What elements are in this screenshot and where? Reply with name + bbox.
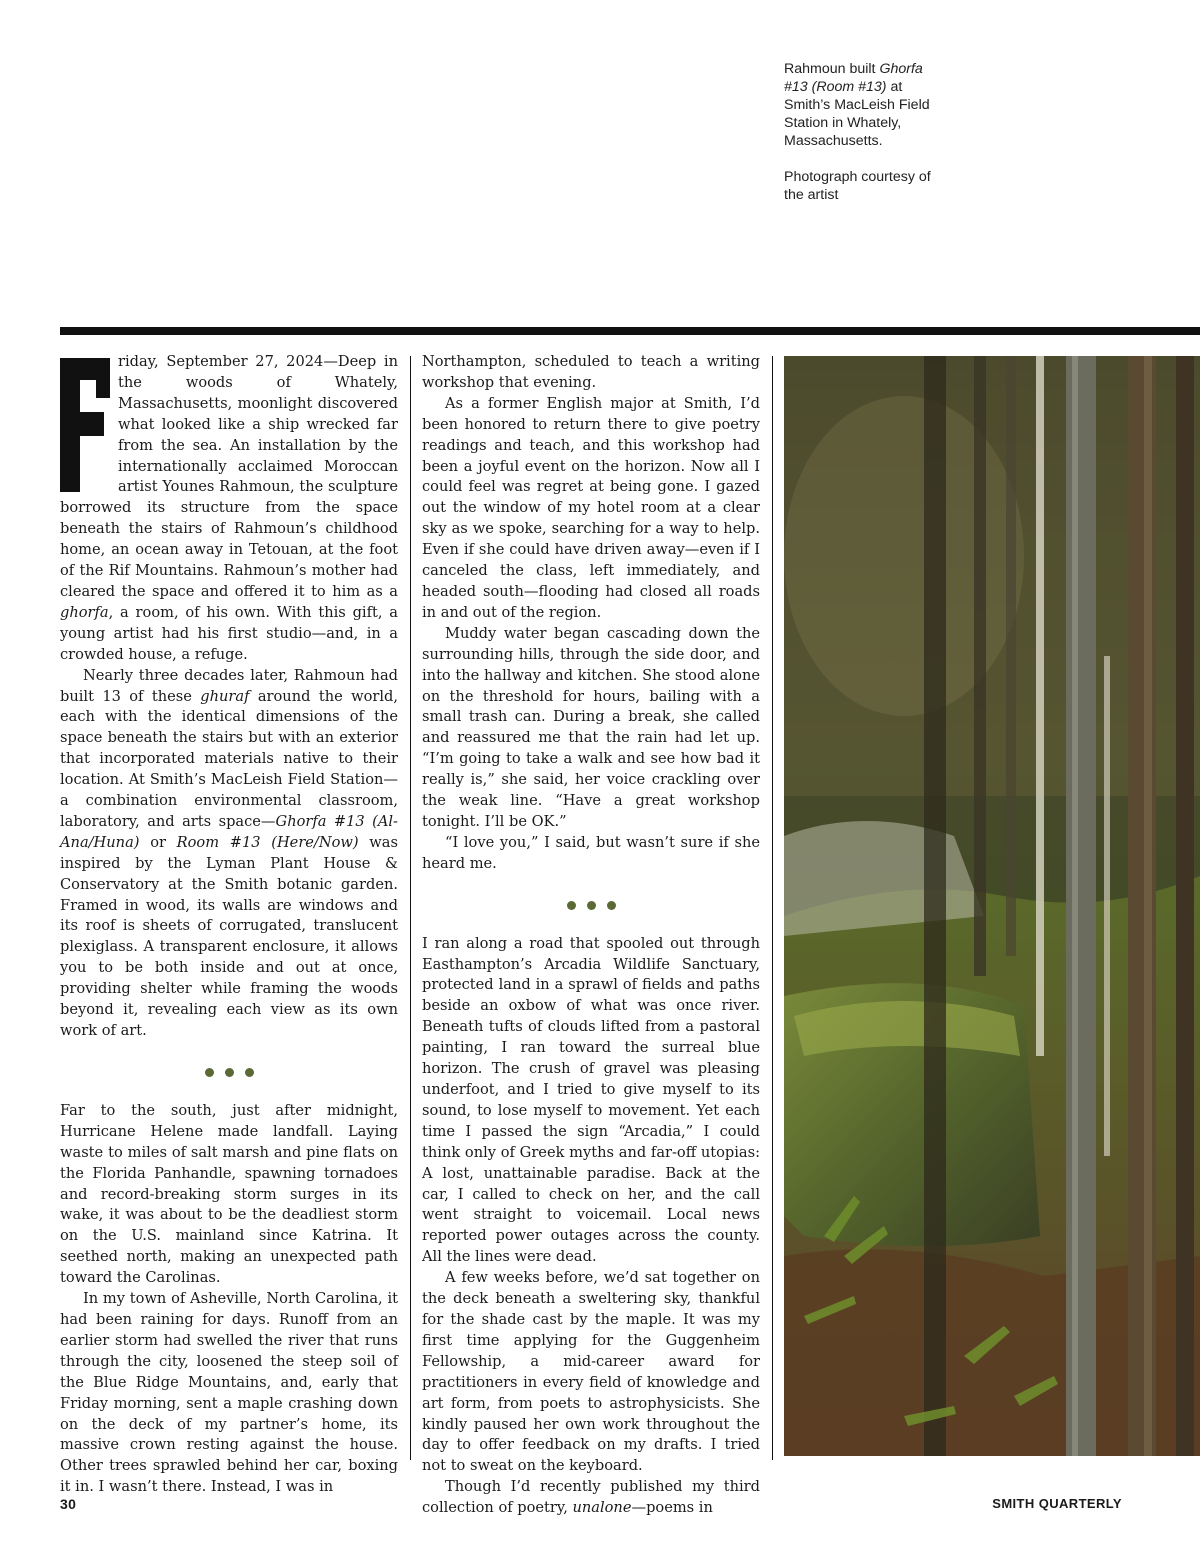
publication-name: SMITH QUARTERLY (992, 1496, 1122, 1511)
section-break-ornament (60, 1068, 398, 1077)
paragraph: A few weeks before, we’d sat together on the deck beneath a sweltering sky, thankful for the shade cast by the maple. It was my first time applying for the Guggenheim Fellowship, a mid-career award for practitioners in every field of knowledge and art form, from poets to astrophysicists. She kindly paused her own work throughout the day to offer feedback on my drafts. I tried not to sweat on the keyboard. (422, 1269, 760, 1475)
paragraph: I ran along a road that spooled out through Easthampton’s Arcadia Wildlife Sanctuary, protected land in a sprawl of fields and paths beside an oxbow of what was once river. Beneath tufts of clouds lifted from a pastoral painting, I ran toward the surreal blue horizon. The crush of gravel was pleasing underfoot, and I tried to give myself to its sound, to lose myself to movement. Yet each time I passed the sign “Arcadia,” I could think only of Greek myths and far-off utopias: A lost, unattainable paradise. Back at the car, I called to check on her, and the call went straight to voicemail. Local news reported power outages across the county. All the lines were dead. (422, 934, 760, 1266)
section-break-ornament (422, 901, 760, 910)
section-rule (60, 327, 1200, 335)
column-divider (410, 356, 411, 1460)
article-column-1 (60, 352, 398, 1498)
paragraph: As a former English major at Smith, I’d been honored to return there to give poetry readings and teach, and this workshop had been a joyful event on the horizon. Now all I could feel was regret at being gone. I gazed out the window of my hotel room at a clear sky as we spoke, searching for a way to help. Even if she could have driven away—even if I canceled the class, left immediately, and headed south—flooding had closed all roads in and out of the region. (422, 394, 760, 621)
photo-caption (784, 60, 949, 222)
caption-text: Rahmoun built Ghorfa #13 (Room #13) at Smith’s MacLeish Field Station in Whately, Massachusetts. (784, 61, 930, 149)
paragraph: Nearly three decades later, Rahmoun had built 13 of these ghuraf around the world, each with the identical dimensions of the space beneath the stairs but with an exterior that incorporated materials native to their location. At Smith’s MacLeish Field Station—a combination environmental classroom, laboratory, and arts space—Ghorfa #13 (Al-Ana/Huna) or Room #13 (Here/Now) was inspired by the Lyman Plant House & Conservatory at the Smith botanic garden. Framed in wood, its walls are windows and its roof is sheets of corrugated, translucent plexiglass. A transparent enclosure, it allows you to be both inside and out at once, providing shelter while framing the woods beyond it, revealing each view as its own work of art. (60, 666, 399, 1039)
paragraph: In my town of Asheville, North Carolina, it had been raining for days. Runoff from an earlier storm had swelled the river that runs through the city, loosened the steep soil of the Blue Ridge Mountains, and, early that Friday morning, sent a maple crashing down on the deck of my partner’s home, its massive crown resting against the house. Other trees sprawled behind her car, boxing it in. I wasn’t there. Instead, I was in (60, 1290, 398, 1496)
paragraph: Muddy water began cascading down the surrounding hills, through the side door, and into the hallway and kitchen. She stood alone on the threshold for hours, bailing with a small trash can. During a break, she called and reassured me that the rain had let up. “I’m going to take a walk and see how bad it really is,” she said, her voice crackling over the weak line. “Have a great workshop tonight. I’ll be OK.” (422, 624, 760, 830)
forest-photograph (784, 356, 1200, 1456)
page-number: 30 (60, 1496, 77, 1512)
column-divider (772, 356, 773, 1460)
paragraph: Northampton, scheduled to teach a writing workshop that evening. (422, 353, 760, 391)
paragraph: Though I’d recently published my third collection of poetry, unalone—poems in (422, 1478, 760, 1517)
paragraph: “I love you,” I said, but wasn’t sure if she heard me. (422, 833, 760, 872)
drop-cap (60, 358, 110, 492)
article-column-2 (422, 352, 760, 1519)
paragraph: Far to the south, just after midnight, Hurricane Helene made landfall. Laying waste to miles of salt marsh and pine flats on the Florida Panhandle, spawning tornadoes and record-breaking storm surges in its wake, it was about to be the deadliest storm on the U.S. mainland since Katrina. It seethed north, making an unexpected path toward the Carolinas. (60, 1101, 398, 1287)
caption-credit: Photograph courtesy of the artist (784, 169, 931, 203)
paragraph: riday, September 27, 2024—Deep in the woods of Whately, Massachusetts, moonlight discovered what looked like a ship wrecked far from the sea. An installation by the internationally acclaimed Moroccan artist Younes Rahmoun, the sculpture borrowed its structure from the space beneath the stairs of Rahmoun’s childhood home, an ocean away in Tetouan, at the foot of the Rif Mountains. Rahmoun’s mother had cleared the space and offered it to him as a ghorfa, a room, of his own. With this gift, a young artist had his first studio—and, in a crowded house, a refuge. (60, 353, 398, 663)
